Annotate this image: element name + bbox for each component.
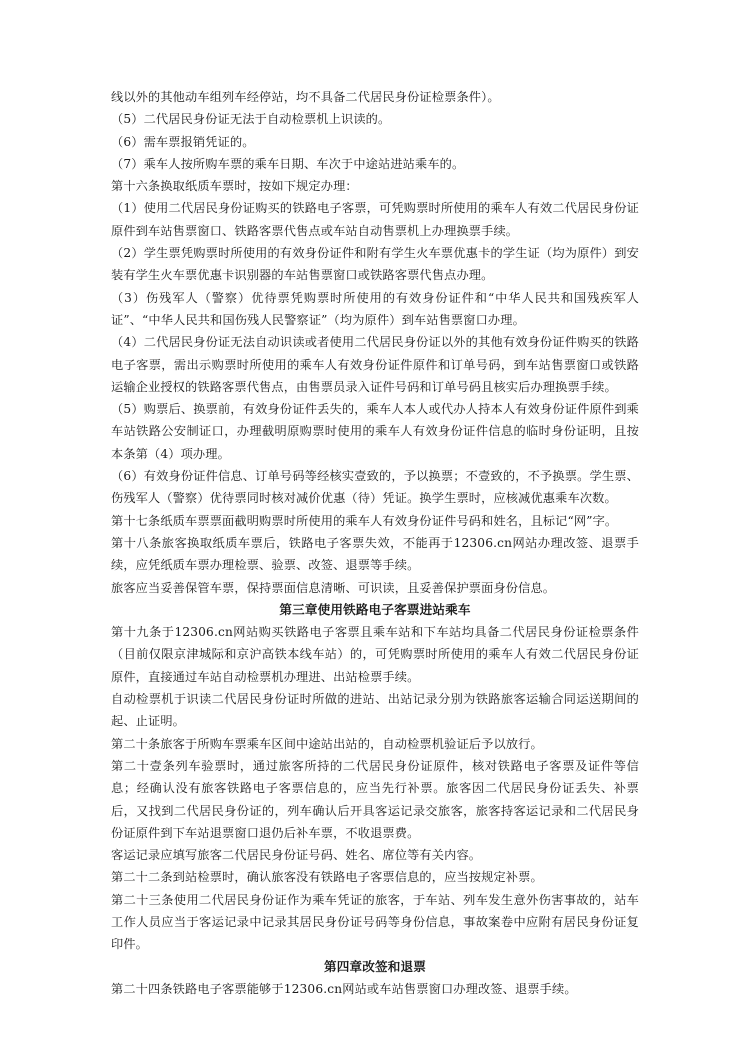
- paragraph: （4）二代居民身份证无法自动识读或者使用二代居民身份证以外的其他有效身份证件购买的铁路电子客票，需出示购票时所使用的乘车人有效身份证件原件和订单号码，到车站售票窗口或铁路运输企业授权的铁路客票代售点，由售票员录入证件号码和订单号码且核实后办理换票手续。: [111, 335, 640, 394]
- paragraph: （3）伤残军人（警察）优待票凭购票时所使用的有效身份证件和“中华人民共和国残疾军人证”、“中华人民共和国伤残人民警察证”（均为原件）到车站售票窗口办理。: [111, 290, 639, 327]
- paragraph: 旅客应当妥善保管车票，保持票面信息清晰、可识读，且妥善保护票面身份信息。: [111, 580, 556, 595]
- paragraph: 第二十四条铁路电子客票能够于12306.cn网站或车站售票窗口办理改签、退票手续。: [111, 981, 577, 996]
- paragraph: （5）二代居民身份证无法于自动检票机上识读的。: [111, 112, 391, 127]
- paragraph: 第二十条旅客于所购车票乘车区间中途站出站的，自动检票机验证后予以放行。: [111, 736, 543, 751]
- paragraph: 第十六条换取纸质车票时，按如下规定办理：: [111, 179, 358, 194]
- chapter-heading: 第三章使用铁路电子客票进站乘车: [279, 601, 471, 617]
- paragraph: 第十七条纸质车票票面截明购票时所使用的乘车人有效身份证件号码和姓名，且标记“网”字。: [111, 513, 618, 528]
- paragraph: 自动检票机于识读二代居民身份证时所做的进站、出站记录分别为铁路旅客运输合同运送期间的起、止证明。: [111, 692, 639, 729]
- paragraph: 线以外的其他动车组列车经停站，均不具备二代居民身份证检票条件）。: [111, 90, 500, 104]
- paragraph: （1）使用二代居民身份证购买的铁路电子客票，可凭购票时所使用的乘车人有效二代居民身份证原件到车站售票窗口、铁路客票代售点或车站自动售票机上办理换票手续。: [111, 201, 640, 238]
- paragraph: 第十九条于12306.cn网站购买铁路电子客票且乘车站和下车站均具备二代居民身份证检票条件（目前仅限京津城际和京沪高铁本线车站）的，可凭购票时所使用的乘车人有效二代居民身份证原件，直接通过车站自动检票机办理进、出站检票手续。: [111, 625, 639, 684]
- chapter-heading: 第四章改签和退票: [324, 958, 426, 974]
- document-body: [111, 86, 639, 1000]
- paragraph: 第二十三条使用二代居民身份证作为乘车凭证的旅客，于车站、列车发生意外伤害事故的，站车工作人员应当于客运记录中记录其居民身份证号码等身份信息，事故案卷中应附有居民身份证复印件。: [111, 892, 639, 952]
- paragraph: 客运记录应填写旅客二代居民身份证号码、姓名、席位等有关内容。: [111, 848, 482, 863]
- paragraph: （6）需车票报销凭证的。: [111, 134, 255, 149]
- paragraph: （5）购票后、换票前，有效身份证件丢失的，乘车人本人或代办人持本人有效身份证件原件到乘车站铁路公安制证口，办理截明原购票时使用的乘车人有效身份证件信息的临时身份证明，且按本条第（4）项办理。: [111, 402, 640, 461]
- paragraph: 第十八条旅客换取纸质车票后，铁路电子客票失效，不能再于12306.cn网站办理改签、退票手续，应凭纸质车票办理检票、验票、改签、退票等手续。: [111, 535, 639, 573]
- paragraph: （7）乘车人按所购车票的乘车日期、车次于中途站进站乘车的。: [111, 156, 465, 171]
- paragraph: （6）有效身份证件信息、订单号码等经核实壹致的，予以换票；不壹致的，不予换票。学生票、伤残军人（警察）优待票同时核对减价优惠（待）凭证。换学生票时，应核减优惠乘车次数。: [111, 469, 640, 506]
- paragraph: 第二十二条到站检票时，确认旅客没有铁路电子客票信息的，应当按规定补票。: [111, 870, 543, 885]
- paragraph: （2）学生票凭购票时所使用的有效身份证件和附有学生火车票优惠卡的学生证（均为原件）到安装有学生火车票优惠卡识别器的车站售票窗口或铁路客票代售点办理。: [111, 246, 640, 283]
- paragraph: 第二十壹条列车验票时，通过旅客所持的二代居民身份证原件，核对铁路电子客票及证件等信息；经确认没有旅客铁路电子客票信息的，应当先行补票。旅客因二代居民身份证丢失、补票后，又找到二代居民身份证的，列车确认后开具客运记录交旅客，旅客持客运记录和二代居民身份证原件到下车站退票窗口退仍后补车票，不收退票费。: [111, 758, 639, 840]
